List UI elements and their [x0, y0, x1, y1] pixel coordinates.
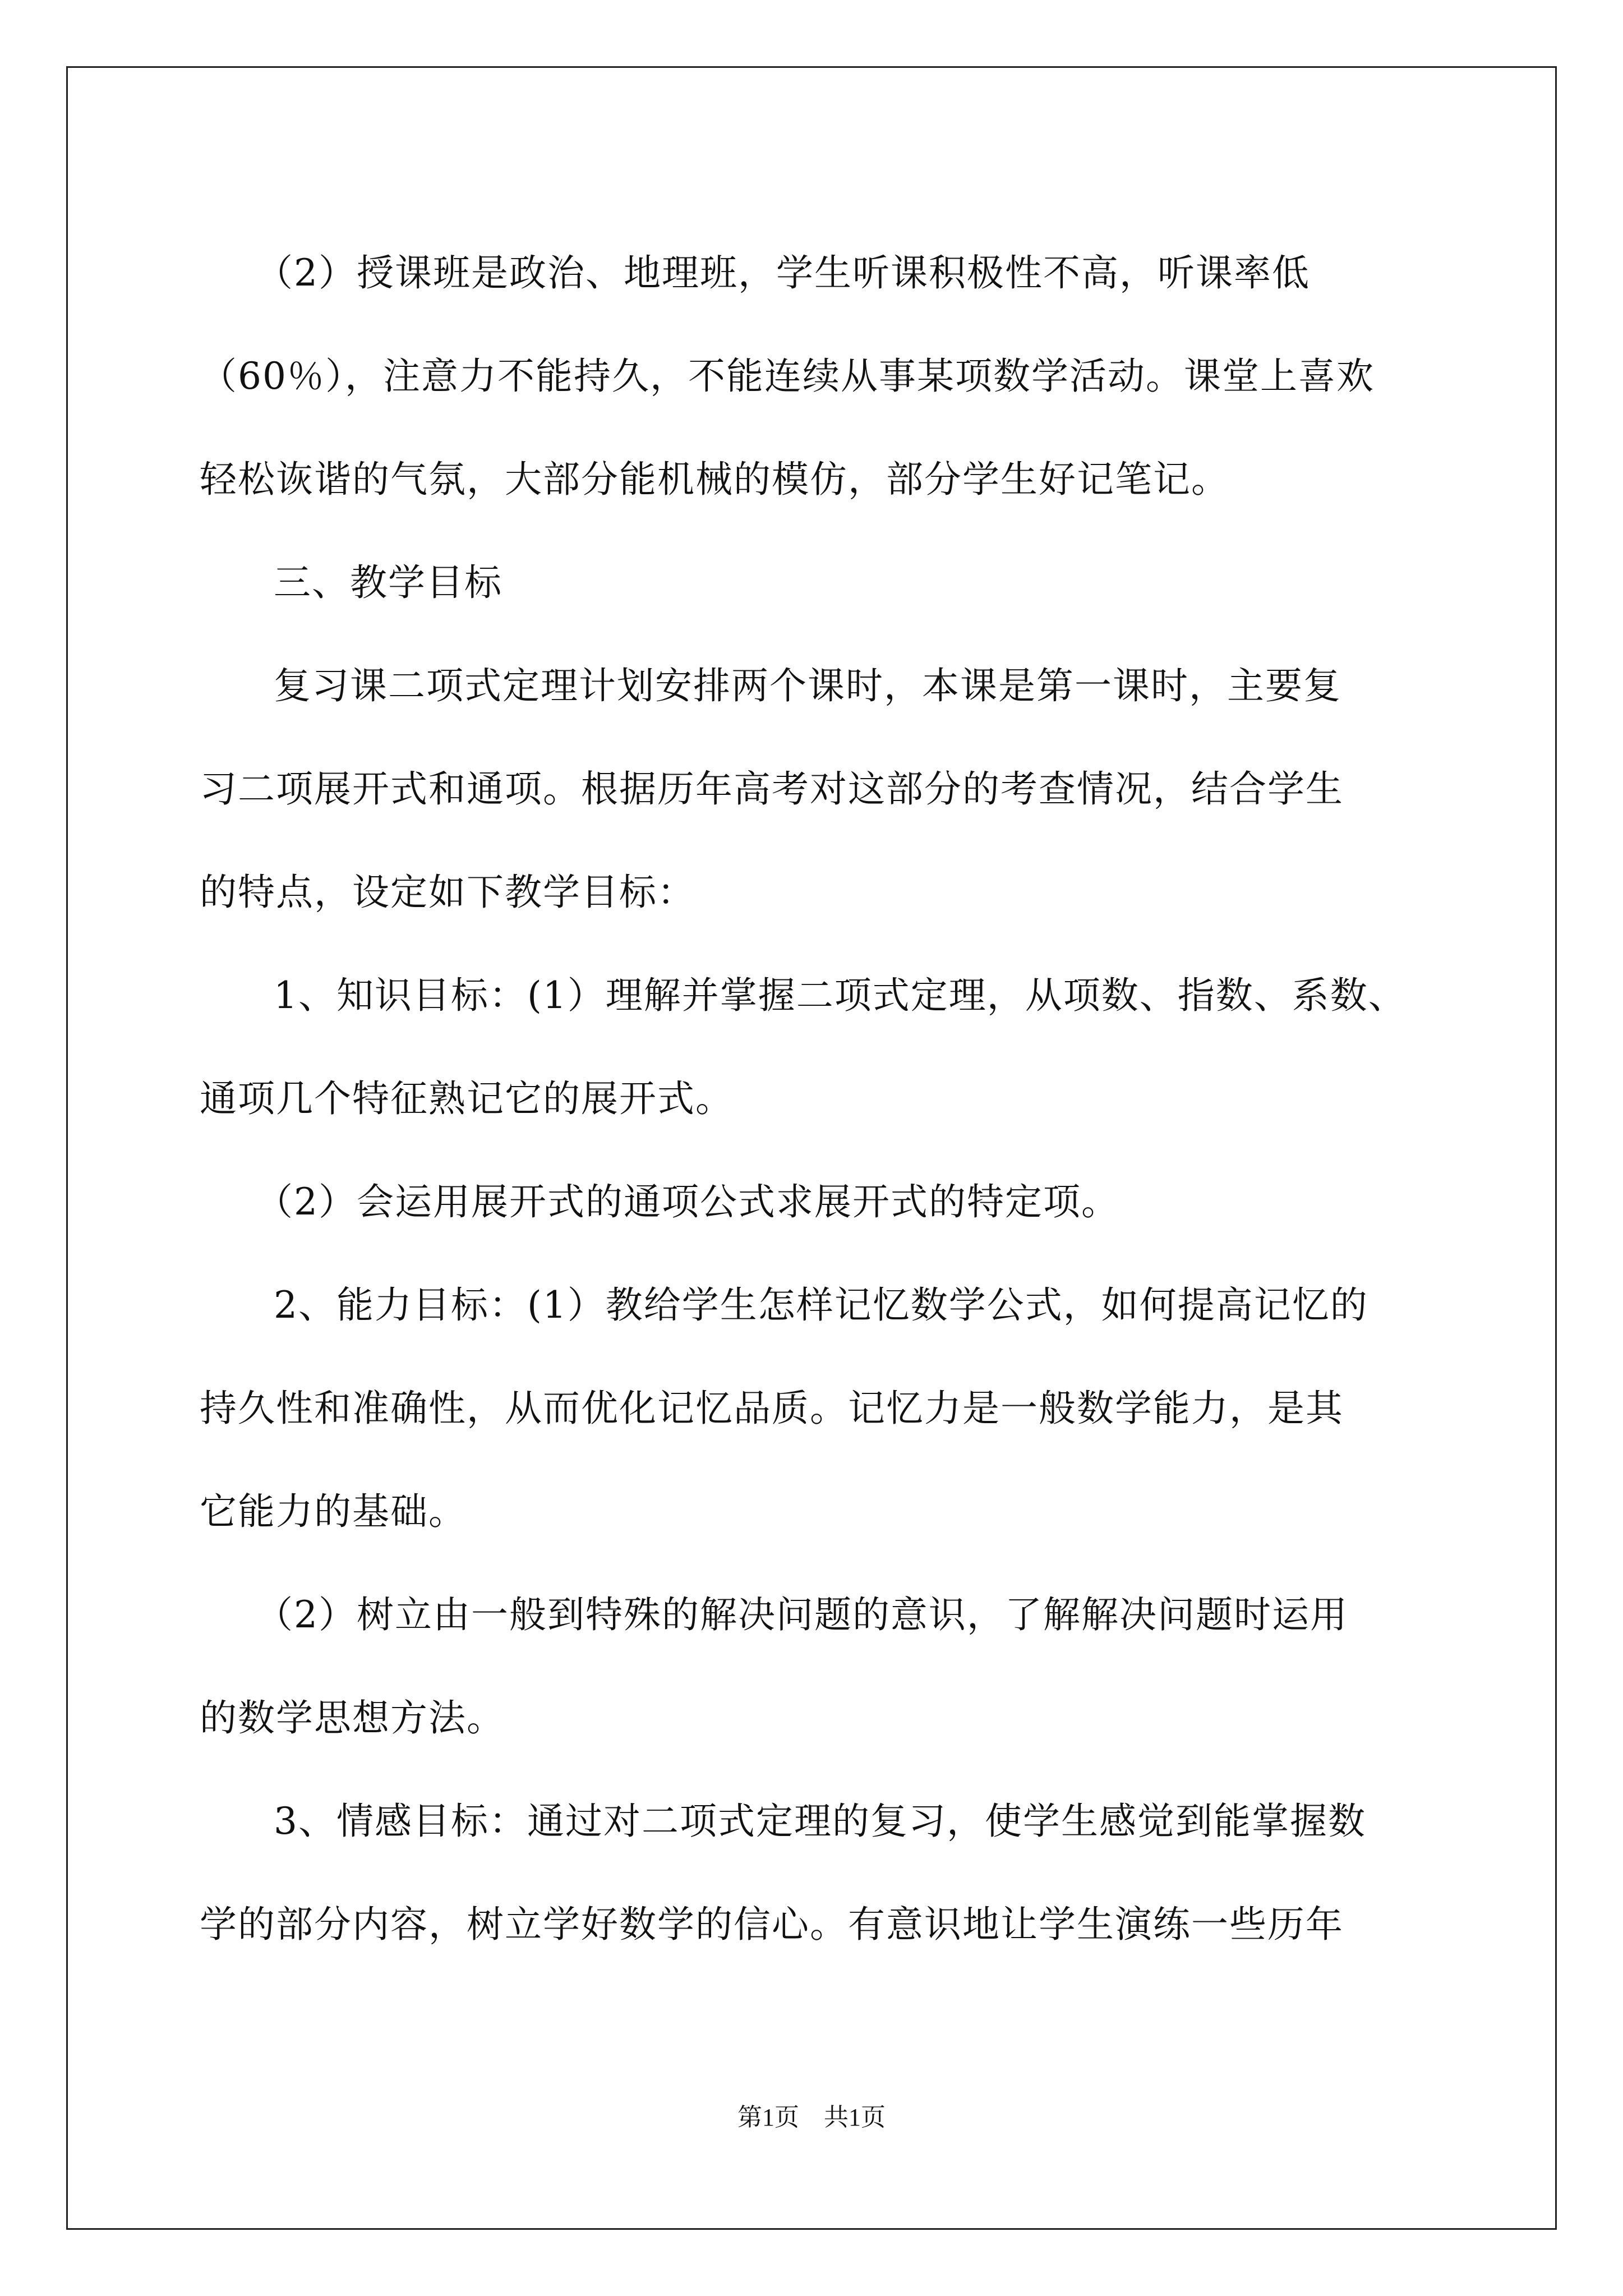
- paragraph-line: 2、能力目标：(1）教给学生怎样记忆数学公式，如何提高记忆的: [274, 1283, 1368, 1327]
- paragraph-line: 的特点，设定如下教学目标：: [200, 871, 695, 914]
- paragraph-line: 的数学思想方法。: [200, 1696, 505, 1740]
- paragraph-line: 学的部分内容，树立学好数学的信心。有意识地让学生演练一些历年: [200, 1903, 1344, 1946]
- paragraph-line: 持久性和准确性，从而优化记忆品质。记忆力是一般数学能力，是其: [200, 1387, 1344, 1430]
- paragraph-line: 3、情感目标：通过对二项式定理的复习，使学生感觉到能掌握数: [274, 1800, 1366, 1843]
- page-footer: 第1页 共1页: [737, 2104, 886, 2131]
- paragraph-line: （2）授课班是政治、地理班，学生听课积极性不高，听课率低: [256, 251, 1310, 295]
- paragraph-line: 它能力的基础。: [200, 1490, 467, 1533]
- paragraph-line: 复习课二项式定理计划安排两个课时，本课是第一课时，主要复: [274, 664, 1341, 707]
- paragraph-line: 1、知识目标：(1）理解并掌握二项式定理，从项数、指数、系数、: [274, 974, 1407, 1017]
- paragraph-line: 通项几个特征熟记它的展开式。: [200, 1077, 734, 1120]
- paragraph-line: （60％），注意力不能持久，不能连续从事某项数学活动。课堂上喜欢: [200, 355, 1375, 398]
- document-body: [200, 222, 1431, 1976]
- paragraph-line: （2）会运用展开式的通项公式求展开式的特定项。: [256, 1180, 1119, 1223]
- section-heading: 三、教学目标: [274, 561, 502, 604]
- paragraph-line: 轻松诙谐的气氛，大部分能机械的模仿，部分学生好记笔记。: [200, 458, 1229, 501]
- paragraph-line: 习二项展开式和通项。根据历年高考对这部分的考查情况，结合学生: [200, 767, 1344, 811]
- paragraph-line: （2）树立由一般到特殊的解决问题的意识，了解解决问题时运用: [256, 1593, 1348, 1636]
